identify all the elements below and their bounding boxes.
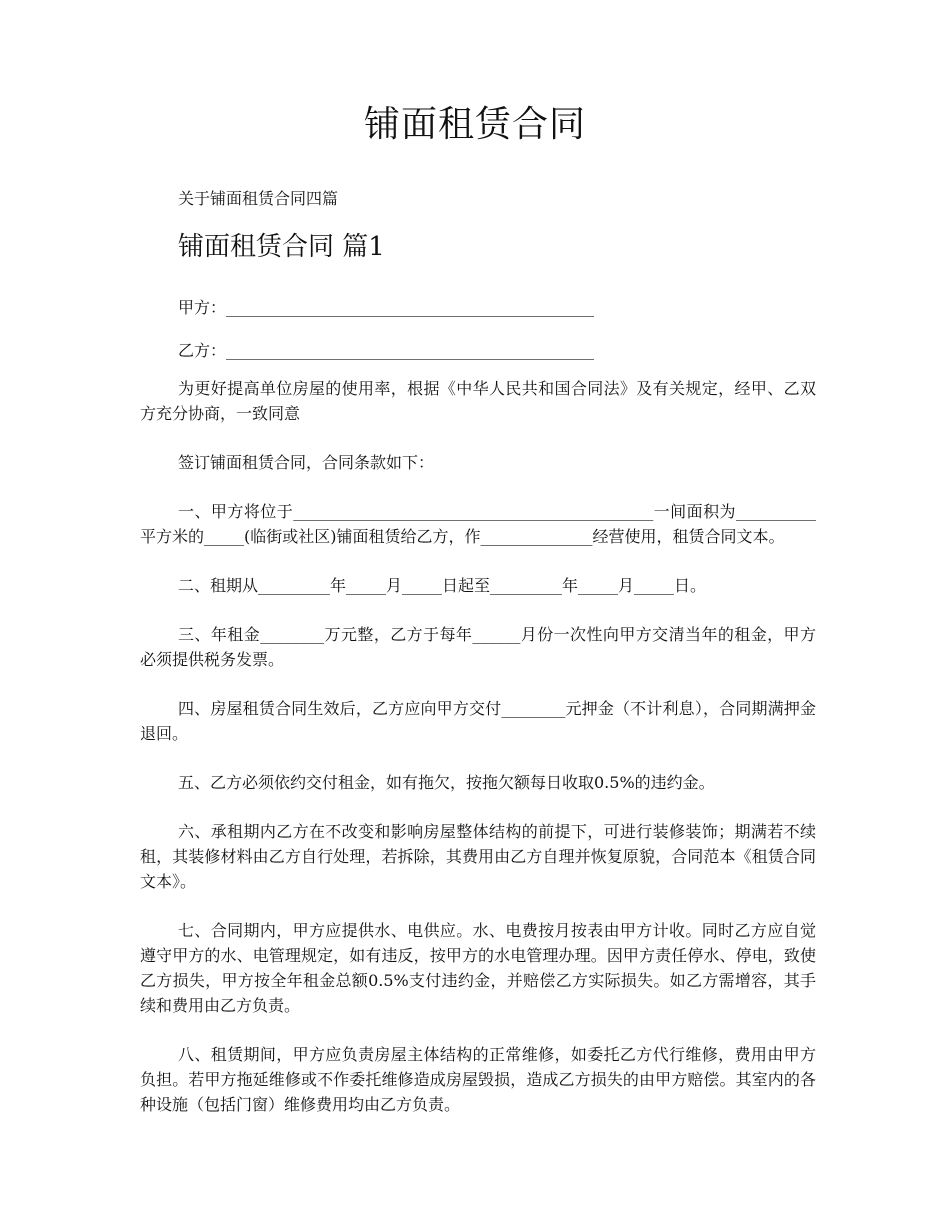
party-b-line: 乙方：______________________________________________ [178, 341, 595, 360]
clause-4: 四、房屋租赁合同生效后，乙方应向甲方交付________元押金（不计利息），合同期满押金退回。 [140, 699, 816, 743]
clause-5: 五、乙方必须依约交付租金，如有拖欠，按拖欠额每日收取0.5%的违约金。 [178, 773, 715, 792]
paragraph-sign: 签订铺面租赁合同，合同条款如下： [178, 453, 435, 472]
clause-2: 二、租期从_________年_____月_____日起至_________年_____月_____日。 [178, 576, 707, 595]
document-subtitle: 关于铺面租赁合同四篇 [178, 189, 339, 208]
party-a-line: 甲方：______________________________________________ [178, 298, 595, 317]
clause-7: 七、合同期内，甲方应提供水、电供应。水、电费按月按表由甲方计收。同时乙方应自觉遵守甲方的水、电管理规定，如有违反，按甲方的水电管理办理。因甲方责任停水、停电，致使乙方损失，甲方按全年租金总额0.5%支付违约金，并赔偿乙方实际损失。如乙方需增容，其手续和费用由乙方负责。 [140, 921, 816, 1015]
contract-body [140, 376, 816, 1141]
clause-6: 六、承租期内乙方在不改变和影响房屋整体结构的前提下，可进行装修装饰；期满若不续租，其装修材料由乙方自行处理，若拆除，其费用由乙方自理并恢复原貌，合同范本《租赁合同文本》。 [140, 822, 816, 891]
section-heading: 铺面租赁合同 篇1 [178, 232, 385, 262]
clause-1: 一、甲方将位于_____________________________________________一间面积为__________平方米的_____(临街或社区)铺面租赁给乙方，作______________经营使用，租赁合同文本。 [140, 502, 816, 546]
clause-3: 三、年租金________万元整，乙方于每年______月份一次性向甲方交清当年的租金，甲方必须提供税务发票。 [140, 625, 816, 669]
clause-8: 八、租赁期间，甲方应负责房屋主体结构的正常维修，如委托乙方代行维修，费用由甲方负担。若甲方拖延维修或不作委托维修造成房屋毁损，造成乙方损失的由甲方赔偿。其室内的各种设施（包括门窗）维修费用均由乙方负责。 [140, 1045, 816, 1114]
paragraph-intro: 为更好提高单位房屋的使用率，根据《中华人民共和国合同法》及有关规定，经甲、乙双方充分协商，一致同意 [140, 379, 816, 423]
document-title: 铺面租赁合同 [363, 104, 586, 145]
